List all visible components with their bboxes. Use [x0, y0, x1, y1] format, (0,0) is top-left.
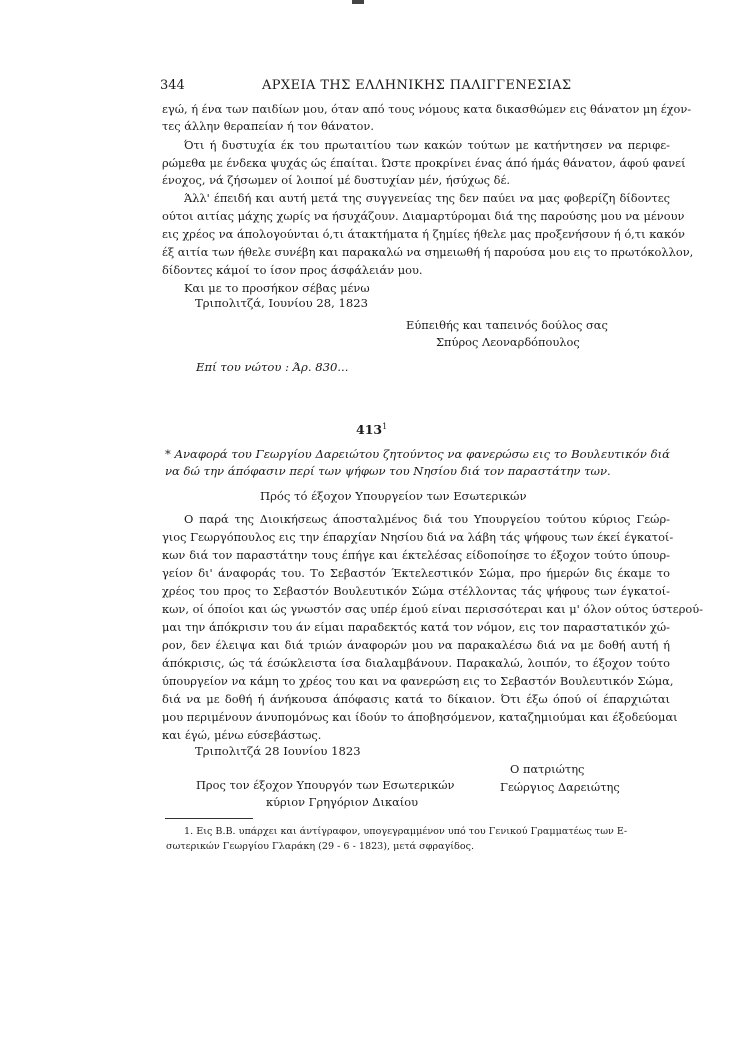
letter-line: τες άλλην θεραπείαν ή τον θάνατον. [162, 119, 374, 133]
letter-date: Τριπολιτζά, Ιουνίου 28, 1823 [195, 296, 369, 310]
letter-line: έξ αιτία των ήθελε συνέβη και παρακαλώ να σημειωθή ή παρούσα μου εις το πρωτόκολλον, [162, 245, 694, 259]
page-number: 344 [160, 78, 185, 93]
footnote-rule [165, 818, 253, 819]
letter-line: ρώμεθα με ένδεκα ψυχάς ώς έπαίται. Ώστε προκρίνει ένας άπό ήμάς θάνατον, άφού φανεί [162, 156, 686, 170]
document-body-line: γιος Γεωργόπουλος εις την έπαρχίαν Νησίου διά να λάβη τάς ψήφους των έκεί έγκατοί- [162, 530, 674, 544]
footnote-line: σωτερικών Γεωργίου Γλαράκη (29 - 6 - 1823), μετά σφραγίδος. [166, 841, 475, 852]
document-body-line: και έγώ, μένω εύσεβάστως. [162, 728, 322, 742]
letter-line: Ότι ή δυστυχία έκ του πρωταιτίου των κακών τούτων με κατήντησεν να περιφε- [184, 138, 670, 152]
document-body-line: κων, οί όποίοι και ώς γνωστόν σας υπέρ έμού είναι περισσότεραι και μ' όλον ούτος ύστερού- [162, 602, 704, 616]
scan-mark [352, 0, 364, 4]
document-body-line: άπόκρισις, ώς τά έσώκλειστα ίσα διαλαμβάνουν. Παρακαλώ, λοιπόν, το έξοχον τούτο [162, 656, 670, 670]
letter-line: ούτοι αιτίας μάχης χωρίς να ήσυχάζουν. Διαμαρτύρομαι διά της παρούσης μου να μένουν [162, 209, 685, 223]
letter-line: ένοχος, νά ζήσωμεν οί λοιποί μέ δυστυχίαν μέν, ήσύχως δέ. [162, 173, 511, 187]
document-body-line: μου περιμένουν άνυπομόνως και ίδούν το άποβησόμενον, καταζημιούμαι και έξοδεύομαι [162, 710, 678, 724]
document-summary: * Αναφορά του Γεωργίου Δαρειώτου ζητούντος να φανερώσω εις το Βουλευτικόν διά [165, 447, 670, 461]
document-body-line: διά να με δοθή ή άνήκουσα άπόφασις κατά το δίκαιον. Ότι έξω όπού οί έπαρχιώται [162, 692, 670, 706]
letter-line: Και με το προσήκον σέβας μένω [184, 281, 370, 295]
document-body-line: Ο παρά της Διοικήσεως άποσταλμένος διά του Υπουργείου τούτου κύριος Γεώρ- [184, 512, 670, 526]
recipient-line: κύριον Γρηγόριον Δικαίου [266, 795, 419, 809]
letter-line: εγώ, ή ένα των παιδίων μου, όταν από τους νόμους κατα δικασθώμεν εις θάνατον μη έχον- [162, 102, 692, 116]
document-signature: Γεώργιος Δαρειώτης [500, 780, 620, 794]
document-body-line: γείον δι' άναφοράς του. Το Σεβαστόν Έκτελεστικόν Σώμα, προ ήμερών δις έκαμε το [162, 566, 670, 580]
letter-line: δίδοντες κάμοί το ίσον προς άσφάλειάν μου. [162, 263, 423, 277]
letter-line: Άλλ' έπειδή και αυτή μετά της συγγενείας της δεν παύει να μας φοβερίζη δίδοντες [184, 191, 670, 205]
document-addressee: Πρός τό έξοχον Υπουργείον των Εσωτερικών [260, 489, 527, 503]
running-title: ΑΡΧΕΙΑ ΤΗΣ ΕΛΛΗΝΙΚΗΣ ΠΑΛΙΓΓΕΝΕΣΙΑΣ [262, 78, 572, 93]
document-body-line: χρέος του προς το Σεβαστόν Βουλευτικόν Σώμα στέλλοντας τάς ψήφους των έγκατοί- [162, 584, 670, 598]
document-closing: Ο πατριώτης [510, 762, 585, 776]
recipient-line: Προς τον έξοχον Υπουργόν των Εσωτερικών [196, 778, 455, 792]
document-number: $413^1$ [356, 422, 388, 438]
document-body-line: κων διά τον παραστάτην τους έπήγε και έκτελέσας είδοποίησε το έξοχον τούτο ύπουρ- [162, 548, 670, 562]
document-body-line: ρον, δεν έλειψα και διά τριών άναφορών μου να παρακαλέσω διά να με δοθή αυτή ή [162, 638, 670, 652]
document-body-line: ύπουργείον να κάμη το χρέος του και να φανερώση εις το Σεβαστόν Βουλευτικόν Σώμα, [162, 674, 674, 688]
letter-line: εις χρέος να άπολογούνται ό,τι άτακτήματα ή ζημίες ήθελε μας προξενήσουν ή ό,τι κακόν [162, 227, 685, 241]
document-date: Τριπολιτζά 28 Ιουνίου 1823 [195, 744, 361, 758]
document-summary: να δώ την άπόφασιν περί των ψήφων του Νησίου διά τον παραστάτην των. [165, 464, 611, 478]
footnote-line: 1. Εις Β.Β. υπάρχει και άντίγραφον, υπογεγραμμένον υπό του Γενικού Γραμματέως των Ε- [184, 826, 628, 837]
document-body-line: μαι την άπόκρισιν του άν είμαι παραδεκτός κατά τον νόμον, εις τον παραστατικόν χώ- [162, 620, 670, 634]
letter-closing: Εύπειθής και ταπεινός δούλος σας [406, 318, 608, 332]
back-note: Επί του νώτου : Άρ. 830... [196, 360, 349, 374]
letter-signature: Σπύρος Λεοναρδόπουλος [436, 335, 580, 349]
footnote-ref: 1 [382, 422, 388, 431]
